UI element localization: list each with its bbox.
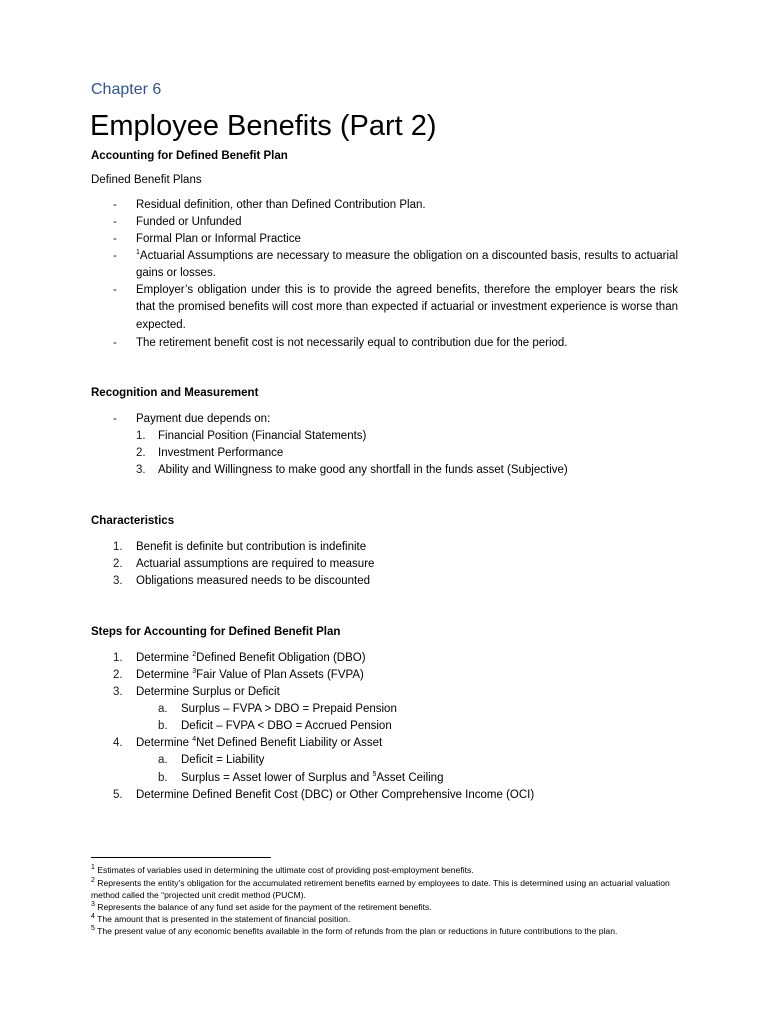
dbp-item-4 [136, 248, 678, 283]
recognition-item-1: Financial Position (Financial Statements) [158, 430, 367, 442]
step-4 [136, 735, 382, 752]
steps-heading: Steps for Accounting for Defined Benefit Plan [91, 626, 341, 638]
characteristics-item-2: Actuarial assumptions are required to measure [136, 558, 375, 570]
footnote-4 [91, 913, 677, 925]
list-number: 3. [113, 686, 123, 698]
footnote-ref: 3 [192, 668, 197, 676]
footnote-number: 1 [91, 864, 95, 872]
chapter-label: Chapter 6 [91, 81, 162, 98]
characteristics-item-3: Obligations measured needs to be discounted [136, 575, 370, 587]
list-letter: a. [158, 703, 168, 715]
step-3-sub-b: Deficit – FVPA < DBO = Accrued Pension [181, 720, 392, 732]
bullet-dash: - [113, 216, 117, 228]
step-1-prefix: Determine [136, 652, 193, 664]
dbp-item-6: The retirement benefit cost is not necessarily equal to contribution due for the period. [136, 337, 568, 349]
list-number: 1. [113, 541, 123, 553]
step-1 [136, 650, 366, 667]
recognition-item-3: Ability and Willingness to make good any shortfall in the funds asset (Subjective) [158, 464, 568, 476]
footnote-ref: 2 [192, 651, 197, 659]
step-5: Determine Defined Benefit Cost (DBC) or Other Comprehensive Income (OCI) [136, 789, 535, 801]
footnote-number: 4 [91, 913, 95, 921]
page-title: Employee Benefits (Part 2) [90, 110, 437, 142]
defined-benefit-heading: Defined Benefit Plans [91, 174, 202, 186]
footnote-5 [91, 925, 677, 937]
step-2 [136, 667, 364, 684]
recognition-item-2: Investment Performance [158, 447, 284, 459]
footnote-2 [91, 877, 677, 901]
step-1-text: Defined Benefit Obligation (DBO) [196, 652, 366, 664]
list-number: 2. [113, 558, 123, 570]
footnote-number: 3 [91, 901, 95, 909]
footnote-3 [91, 901, 677, 913]
bullet-dash: - [113, 284, 117, 296]
dbp-item-5: Employer’s obligation under this is to provide the agreed benefits, therefore the employer bears the risk that the promised benefits will cost more than expected if actuarial or investment experience is worse than expected. [136, 284, 678, 331]
section-subtitle: Accounting for Defined Benefit Plan [91, 150, 288, 162]
list-number: 4. [113, 737, 123, 749]
footnote-ref: 4 [192, 736, 197, 744]
list-letter: b. [158, 772, 168, 784]
step-4-sub-b-text: Asset Ceiling [376, 772, 444, 784]
list-number: 2. [136, 447, 146, 459]
list-number: 5. [113, 789, 123, 801]
footnote-text: Estimates of variables used in determining the ultimate cost of providing post-employment benefits. [94, 865, 474, 875]
footnote-separator [91, 857, 271, 858]
bullet-dash: - [113, 199, 117, 211]
footnote-text: Represents the entity’s obligation for the accumulated retirement benefits earned by employees to date. This is determined using an actuarial valuation method called the “projected unit credit method (PUCM). [91, 878, 670, 900]
footnote-text: Represents the balance of any fund set aside for the payment of the retirement benefits. [94, 902, 432, 912]
step-4-sub-a: Deficit = Liability [181, 754, 265, 766]
list-number: 3. [136, 464, 146, 476]
footnote-1 [91, 864, 677, 876]
bullet-dash: - [113, 337, 117, 349]
dbp-item-3: Formal Plan or Informal Practice [136, 233, 301, 245]
footnote-number: 2 [91, 877, 95, 885]
list-letter: b. [158, 720, 168, 732]
footnote-text: The amount that is presented in the statement of financial position. [94, 914, 351, 924]
dbp-item-2: Funded or Unfunded [136, 216, 242, 228]
list-number: 3. [113, 575, 123, 587]
recognition-heading: Recognition and Measurement [91, 387, 259, 399]
list-number: 1. [113, 652, 123, 664]
step-4-sub-b-prefix: Surplus = Asset lower of Surplus and [181, 772, 373, 784]
bullet-dash: - [113, 413, 117, 425]
step-2-prefix: Determine [136, 669, 193, 681]
bullet-dash: - [113, 250, 117, 262]
list-number: 2. [113, 669, 123, 681]
step-4-prefix: Determine [136, 737, 193, 749]
step-3: Determine Surplus or Deficit [136, 686, 280, 698]
footnote-number: 5 [91, 925, 95, 933]
step-3-sub-a: Surplus – FVPA > DBO = Prepaid Pension [181, 703, 397, 715]
footnote-text: The present value of any economic benefits available in the form of refunds from the plan or reductions in future contributions to the plan. [94, 926, 618, 936]
footnote-ref: 1 [136, 249, 140, 257]
recognition-intro: Payment due depends on: [136, 413, 271, 425]
step-2-text: Fair Value of Plan Assets (FVPA) [196, 669, 364, 681]
list-number: 1. [136, 430, 146, 442]
characteristics-heading: Characteristics [91, 515, 175, 527]
step-4-text: Net Defined Benefit Liability or Asset [196, 737, 383, 749]
footnote-ref: 5 [372, 771, 377, 779]
dbp-item-4-text: Actuarial Assumptions are necessary to measure the obligation on a discounted basis, results to actuarial gains or losses. [136, 250, 678, 280]
characteristics-item-1: Benefit is definite but contribution is indefinite [136, 541, 367, 553]
step-4-sub-b [181, 770, 443, 787]
list-letter: a. [158, 754, 168, 766]
bullet-dash: - [113, 233, 117, 245]
dbp-item-1: Residual definition, other than Defined Contribution Plan. [136, 199, 426, 211]
